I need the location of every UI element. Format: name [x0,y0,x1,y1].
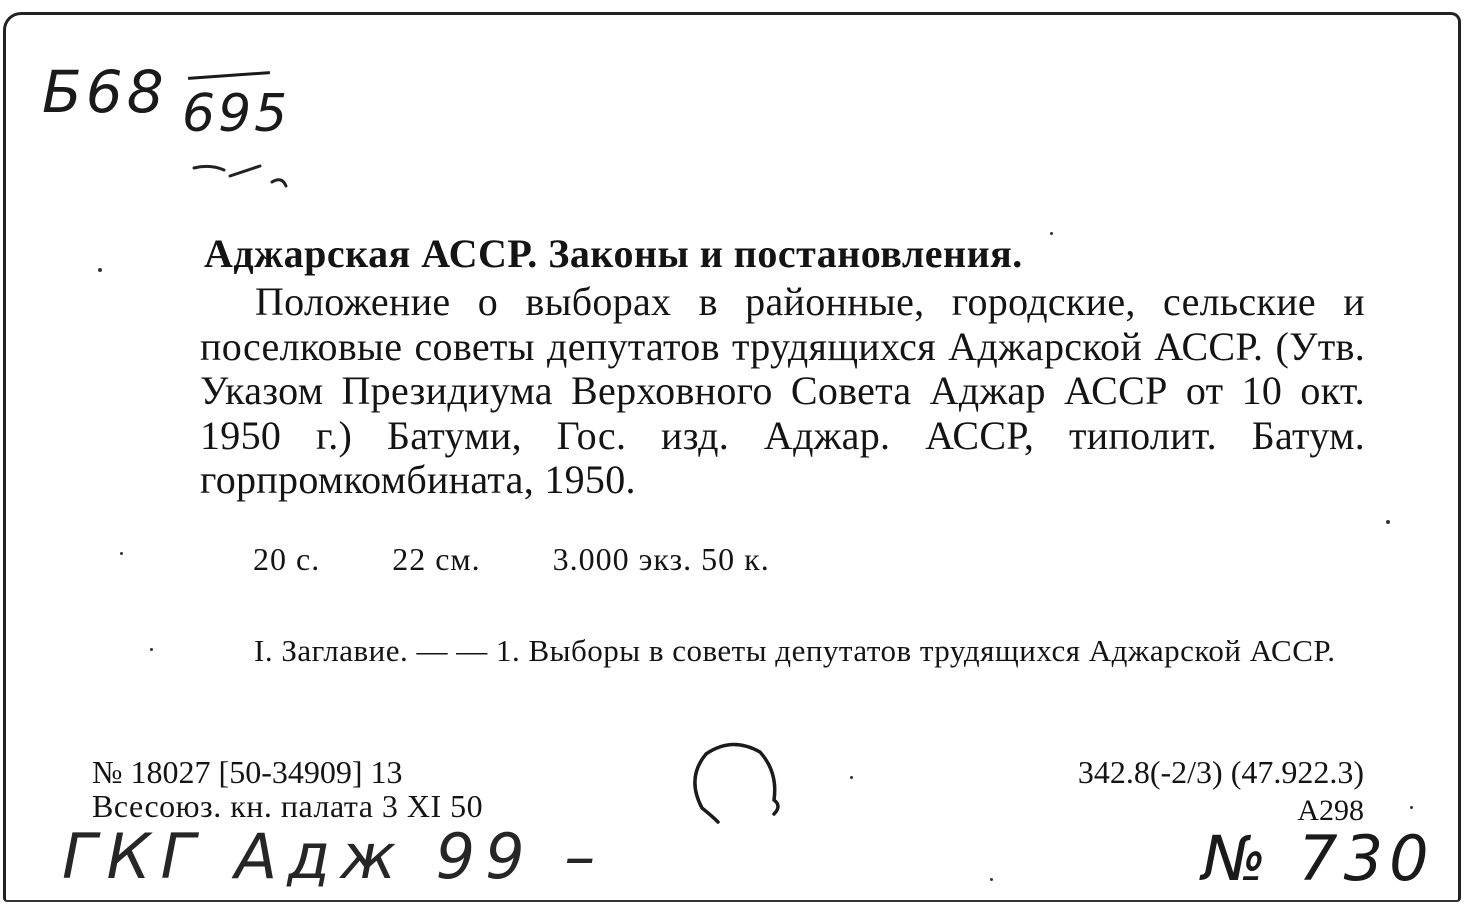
scan-speck [150,648,153,651]
tracings: I. Заглавие. — — 1. Выборы в советы депутатов трудящихся Аджарской АССР. [254,633,1336,668]
stamp-mark [682,738,792,838]
collation-size: 22 см. [392,541,481,577]
entry-heading: Аджарская АССР. Законы и постановления. [204,231,1023,276]
shelfmark-denominator: 695 [182,84,291,144]
entry-description: Положение о выборах в районные, городские, сельские и поселковые советы депутатов трудящихся Аджарской АССР. (Утв. Указом Президиума Верховного Совета Аджар АССР от 10 окт. 1950 г.) Батуми, Гос. изд. Аджар. АССР, типолит. Батум. горпромкомбината, 1950. [200,279,1365,503]
collation-pages: 20 с. [253,541,321,577]
book-chamber-line: Всесоюз. кн. палата 3 XI 50 [92,788,484,824]
scan-speck [1050,232,1053,235]
scan-speck [1410,806,1413,809]
collation-line [253,541,842,578]
collation-copies-price: 3.000 экз. 50 к. [552,541,770,577]
scan-speck [1386,520,1390,524]
scan-speck [990,878,993,881]
classification-code: 342.8(-2/3) (47.922.3) [1077,754,1364,790]
registration-number: № 18027 [50-34909] 13 [92,754,403,790]
pen-scribble-mark [190,146,300,196]
handwritten-inventory-right: № 730 [1202,822,1435,895]
scan-speck [850,776,853,779]
author-mark: А298 [1297,794,1364,827]
scan-speck [98,268,102,272]
shelfmark-handwritten: Б68 [42,58,168,126]
scan-speck [120,552,123,555]
handwritten-inventory-left: ГКГ Адж 99 – [62,820,606,893]
